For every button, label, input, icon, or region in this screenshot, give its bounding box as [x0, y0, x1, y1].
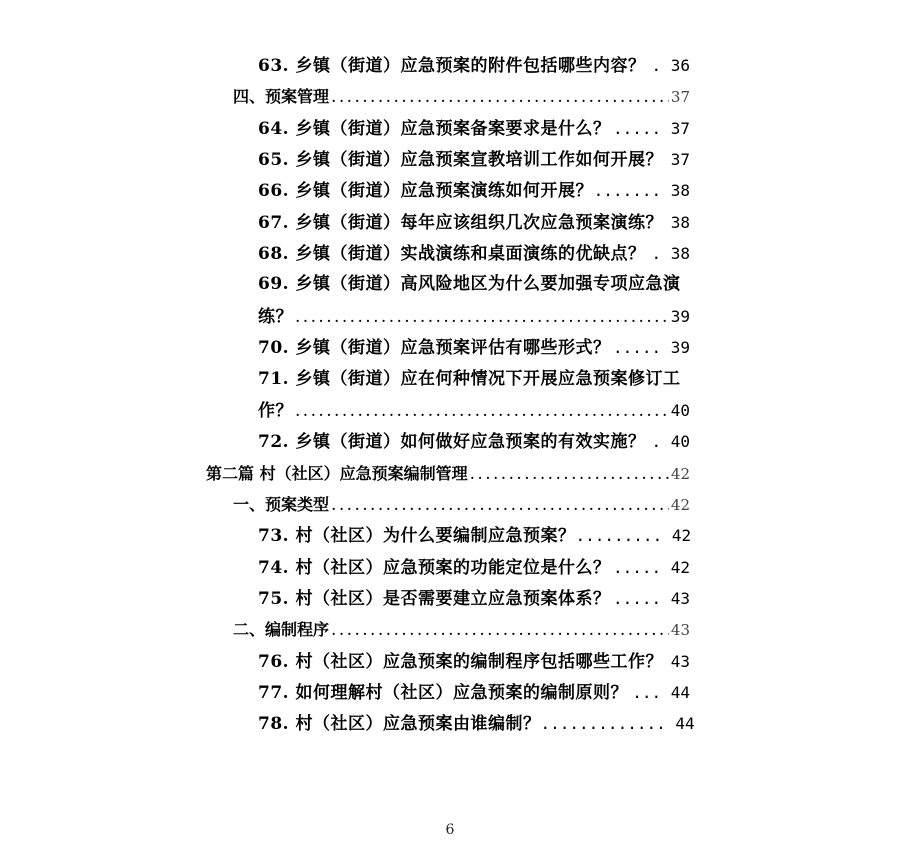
toc-entry-page: 43	[670, 621, 690, 640]
toc-leader-dots	[470, 459, 669, 490]
toc-entry-page: ..... 42	[612, 557, 690, 577]
toc-entry-title: 63. 乡镇（街道）应急预案的附件包括哪些内容？	[258, 56, 646, 76]
toc-entry-title: 二、编制程序	[233, 620, 330, 640]
toc-entry-page: 37	[670, 88, 690, 107]
toc-entry-page: ......... 42	[575, 526, 692, 546]
toc-entry-page: 43	[670, 651, 690, 671]
toc-entry[interactable]	[258, 238, 690, 269]
toc-entry[interactable]	[206, 458, 690, 489]
toc-entry-title: 69. 乡镇（街道）高风险地区为什么要加强专项应急演	[258, 274, 681, 295]
toc-entry[interactable]	[258, 364, 690, 395]
toc-entry-page: ............. 44	[540, 714, 695, 734]
toc-leader-dots	[331, 82, 669, 113]
toc-entry[interactable]	[233, 489, 690, 520]
toc-leader-dots	[295, 396, 669, 427]
toc-entry[interactable]	[258, 207, 690, 238]
toc-entry-title: 第二篇 村（社区）应急预案编制管理	[206, 463, 468, 483]
toc-entry-title: 66. 乡镇（街道）应急预案演练如何开展？	[258, 181, 593, 202]
toc-entry[interactable]	[258, 583, 690, 614]
toc-entry[interactable]	[233, 81, 690, 112]
toc-entry-title: 72. 乡镇（街道）如何做好应急预案的有效实施？	[258, 432, 646, 453]
toc-entry-page: ..... 43	[612, 588, 690, 608]
toc-entry[interactable]	[258, 426, 690, 457]
toc-entry[interactable]	[258, 552, 690, 583]
toc-entry-title: 78. 村（社区）应急预案由谁编制？	[258, 714, 541, 735]
toc-entry-page: . 36	[651, 56, 690, 75]
toc-leader-dots	[331, 490, 669, 521]
toc-entry-title: 作？	[258, 400, 293, 421]
toc-entry[interactable]	[258, 113, 690, 144]
toc-entry[interactable]	[258, 395, 690, 426]
toc-entry[interactable]	[258, 646, 690, 677]
toc-entry-title: 70. 乡镇（街道）应急预案评估有哪些形式？	[258, 338, 611, 359]
page-number: 6	[445, 822, 455, 838]
toc-entry-page: 39	[670, 306, 690, 326]
toc-leader-dots	[331, 615, 669, 646]
toc-entry-page: 42	[670, 495, 690, 514]
toc-entry[interactable]	[258, 144, 690, 175]
toc-entry[interactable]	[258, 332, 690, 363]
toc-entry-title: 四、预案管理	[233, 87, 330, 107]
toc-entry-title: 76. 村（社区）应急预案的编制程序包括哪些工作？	[258, 651, 663, 672]
toc-entry[interactable]	[258, 520, 690, 551]
toc-entry[interactable]	[258, 175, 690, 206]
toc-entry-title: 74. 村（社区）应急预案的功能定位是什么？	[258, 557, 611, 578]
toc-entry[interactable]	[258, 677, 690, 708]
toc-entry-page: ... 44	[632, 683, 690, 702]
toc-entry-page: 42	[670, 464, 690, 483]
toc-entry[interactable]	[258, 50, 690, 81]
toc-entry[interactable]	[258, 708, 695, 739]
toc-entry-page: 40	[670, 400, 690, 420]
toc-entry-title: 77. 如何理解村（社区）应急预案的编制原则？	[258, 683, 628, 703]
toc-entry-page: . 40	[651, 432, 690, 452]
toc-entry-title: 64. 乡镇（街道）应急预案备案要求是什么？	[258, 118, 611, 139]
toc-entry-title: 练？	[258, 306, 293, 327]
toc-entry-title: 一、预案类型	[233, 494, 330, 514]
toc-entry[interactable]	[258, 269, 690, 300]
toc-entry[interactable]	[233, 614, 690, 645]
toc-entry-page: 38	[670, 212, 690, 232]
toc-entry-title: 68. 乡镇（街道）实战演练和桌面演练的优缺点？	[258, 244, 646, 265]
toc-leader-dots	[295, 302, 669, 333]
toc-entry-title: 71. 乡镇（街道）应在何种情况下开展应急预案修订工	[258, 368, 681, 389]
toc-entry-page: ..... 39	[612, 338, 690, 358]
toc-entry-title: 73. 村（社区）为什么要编制应急预案？	[258, 526, 576, 547]
toc-entry-page: ....... 38	[593, 181, 690, 201]
toc-entry-page: 37	[670, 150, 690, 170]
toc-entry-title: 67. 乡镇（街道）每年应该组织几次应急预案演练？	[258, 212, 663, 233]
toc-entry-page: . 38	[651, 244, 690, 264]
toc-entry-title: 75. 村（社区）是否需要建立应急预案体系？	[258, 588, 611, 609]
toc-entry-title: 65. 乡镇（街道）应急预案宣教培训工作如何开展？	[258, 150, 663, 171]
toc-entry-page: ..... 37	[612, 118, 690, 138]
toc-entry[interactable]	[258, 301, 690, 332]
